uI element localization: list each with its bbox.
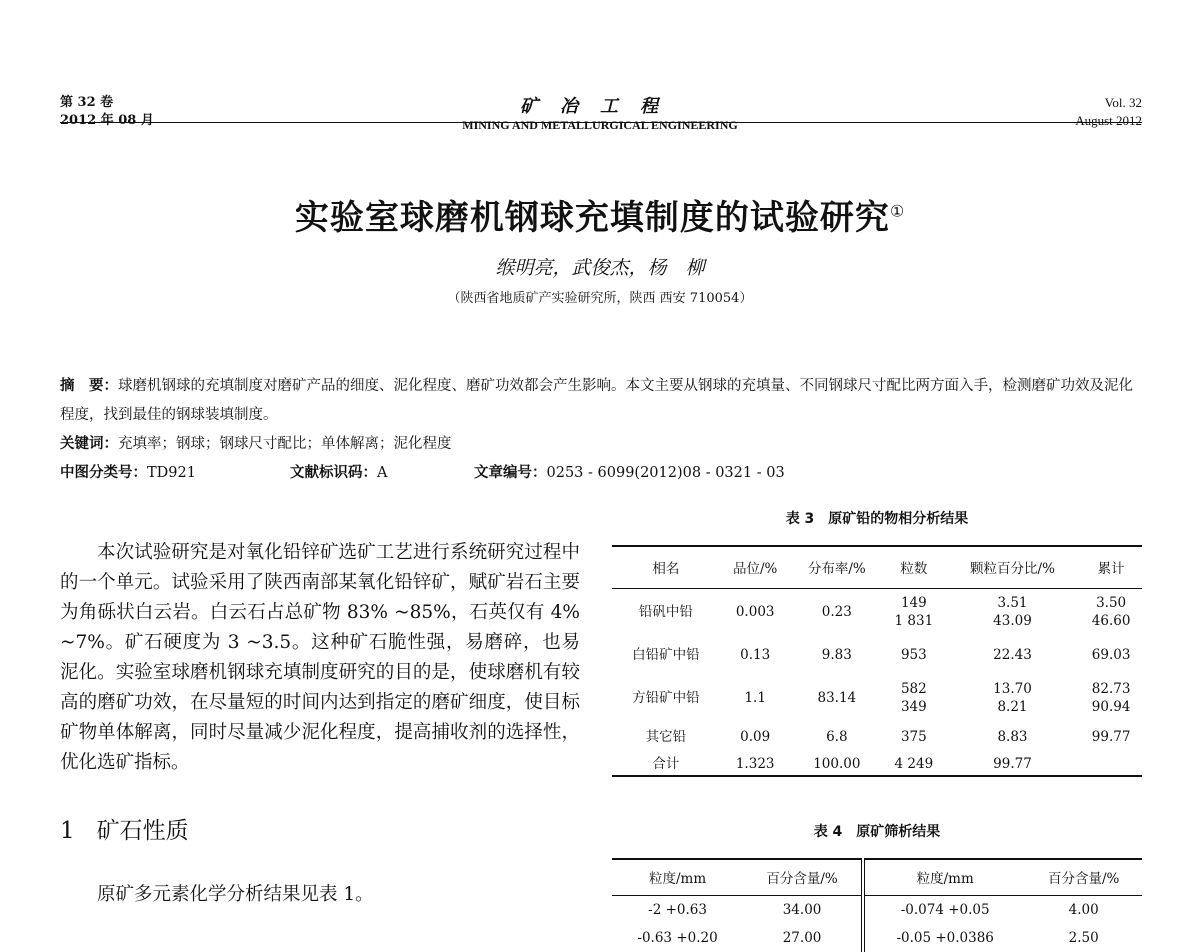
table4-header: 粒度/mm bbox=[863, 859, 1025, 895]
doc-code-value: A bbox=[377, 465, 388, 481]
abstract-text: 球磨机钢球的充填制度对磨矿产品的细度、泥化程度、磨矿功效都会产生影响。本文主要从钢球的充填量、不同钢球尺寸配比两方面入手，检测磨矿功效及泥化程度，找到最佳的钢球装填制度。 bbox=[60, 378, 1133, 423]
count-value: 1 831 bbox=[894, 613, 934, 630]
date-cn: 2012 年 08 月 bbox=[60, 113, 154, 128]
table3-header: 相名 bbox=[652, 561, 680, 578]
intro-paragraph: 本次试验研究是对氧化铅锌矿选矿工艺进行系统研究过程中的一个单元。试验采用了陕西南部某氧化铅锌矿，赋矿岩石主要为角砾状白云岩。白云石占总矿物 83% ~85%，石英仅有 4% ~7%。矿石硬度为 3 ~3.5。这种矿石脆性强，易磨碎，也易泥化。实验室球磨机钢球充填制度研究的目的是，使球磨机有较高的磨矿功效，在尽量短的时间内达到指定的磨矿细度，使目标矿物单体解离，同时尽量减少泥化程度，提高捕收剂的选择性，优化选矿指标。 bbox=[60, 542, 580, 773]
keywords-label: 关键词： bbox=[60, 436, 118, 452]
table4-cell: 34.00 bbox=[782, 901, 822, 918]
table3-header: 品位/% bbox=[732, 561, 778, 578]
table-row bbox=[612, 895, 1142, 924]
article-title bbox=[0, 190, 1200, 239]
count-cell bbox=[883, 752, 945, 776]
doc-code-label: 文献标识码： bbox=[290, 465, 377, 481]
table-row bbox=[612, 636, 1142, 674]
distribution-cell: 83.14 bbox=[817, 690, 857, 706]
cum-value: 90.94 bbox=[1091, 699, 1131, 715]
classification-line bbox=[60, 459, 1142, 488]
abstract-block bbox=[60, 372, 1142, 488]
clc-value: TD921 bbox=[147, 465, 196, 481]
section-title: 矿石性质 bbox=[96, 818, 189, 844]
volume-en: Vol. 32 bbox=[1104, 95, 1142, 110]
table-row bbox=[612, 924, 1142, 952]
table4 bbox=[612, 858, 1142, 952]
pct-cell bbox=[945, 752, 1081, 776]
title-text: 实验室球磨机钢球充填制度的试验研究 bbox=[294, 198, 890, 238]
grade-cell: 0.09 bbox=[740, 729, 771, 745]
grade-cell: 0.003 bbox=[735, 604, 775, 621]
header-right bbox=[1075, 94, 1142, 130]
distribution-cell: 9.83 bbox=[821, 647, 852, 663]
table4-cell: -2 +0.63 bbox=[648, 901, 707, 918]
pct-cell bbox=[945, 588, 1081, 636]
abstract bbox=[60, 372, 1142, 430]
cum-value: 69.03 bbox=[1091, 647, 1131, 663]
grade-cell: 1.1 bbox=[744, 690, 766, 706]
table3-header: 颗粒百分比/% bbox=[970, 561, 1055, 578]
count-value: 375 bbox=[900, 729, 927, 745]
cum-cell bbox=[1080, 588, 1142, 636]
section-heading-1 bbox=[60, 812, 189, 845]
journal-name-cn: 矿冶工程 bbox=[520, 96, 680, 117]
distribution-cell: 6.8 bbox=[826, 729, 848, 745]
grade-cell: 0.13 bbox=[740, 647, 771, 663]
phase-name: 铅矾中铅 bbox=[638, 604, 693, 621]
keywords-text: 充填率；钢球；钢球尺寸配比；单体解离；泥化程度 bbox=[118, 436, 452, 452]
table4-header: 粒度/mm bbox=[648, 871, 707, 888]
header-rule bbox=[60, 122, 1142, 123]
table-row bbox=[612, 752, 1142, 776]
cum-value: 3.50 bbox=[1096, 595, 1127, 612]
table4-caption: 表 4 原矿筛析结果 bbox=[813, 824, 941, 840]
cum-value: 46.60 bbox=[1091, 613, 1131, 630]
table-row bbox=[612, 674, 1142, 722]
affiliation: （陕西省地质矿产实验研究所，陕西 西安 710054） bbox=[447, 291, 753, 306]
clc-label: 中图分类号： bbox=[60, 465, 147, 481]
count-value: 4 249 bbox=[894, 755, 934, 772]
authors: 缑明亮，武俊杰，杨 柳 bbox=[495, 257, 705, 279]
pct-value: 43.09 bbox=[993, 613, 1032, 630]
journal-name-en: MINING AND METALLURGICAL ENGINEERING bbox=[462, 118, 738, 132]
pct-value: 8.83 bbox=[997, 729, 1028, 745]
phase-name: 方铅矿中铅 bbox=[632, 690, 700, 706]
count-value: 149 bbox=[900, 595, 927, 612]
pct-value: 99.77 bbox=[993, 755, 1032, 772]
table4-cell: 2.50 bbox=[1068, 929, 1099, 946]
table-row bbox=[612, 588, 1142, 636]
distribution-cell: 0.23 bbox=[821, 604, 852, 621]
intro-column bbox=[60, 538, 580, 778]
table3-header: 分布率/% bbox=[807, 561, 866, 578]
cum-value: 82.73 bbox=[1091, 681, 1131, 697]
count-value: 349 bbox=[900, 699, 927, 715]
title-footnote-mark: ① bbox=[889, 201, 906, 221]
date-en: August 2012 bbox=[1075, 113, 1142, 128]
cum-cell bbox=[1080, 722, 1142, 752]
section-1-paragraph: 原矿多元素化学分析结果见表 1。 bbox=[97, 884, 374, 905]
table4-header: 百分含量/% bbox=[766, 871, 838, 888]
pct-value: 8.21 bbox=[997, 699, 1028, 715]
cum-cell bbox=[1080, 752, 1142, 776]
count-cell bbox=[883, 722, 945, 752]
pct-value: 3.51 bbox=[997, 595, 1028, 612]
count-value: 582 bbox=[900, 681, 927, 697]
header-center bbox=[0, 92, 1200, 133]
count-cell bbox=[883, 636, 945, 674]
volume-cn: 第 32 卷 bbox=[60, 95, 114, 110]
table4-cell: -0.63 +0.20 bbox=[637, 929, 718, 946]
section-number: 1 bbox=[60, 818, 75, 844]
distribution-cell: 100.00 bbox=[813, 755, 861, 772]
cum-cell bbox=[1080, 674, 1142, 722]
article-no-label: 文章编号： bbox=[474, 465, 547, 481]
table4-header: 百分含量/% bbox=[1048, 871, 1120, 888]
pct-cell bbox=[945, 722, 1081, 752]
table4-cell: 27.00 bbox=[782, 929, 822, 946]
count-cell bbox=[883, 674, 945, 722]
table3-caption: 表 3 原矿铅的物相分析结果 bbox=[785, 511, 969, 527]
cum-cell bbox=[1080, 636, 1142, 674]
count-cell bbox=[883, 588, 945, 636]
pct-value: 22.43 bbox=[993, 647, 1032, 663]
phase-name: 合计 bbox=[652, 755, 680, 772]
table4-cell: -0.074 +0.05 bbox=[863, 895, 1025, 924]
grade-cell: 1.323 bbox=[735, 755, 775, 772]
abstract-label: 摘 要： bbox=[60, 378, 118, 394]
pct-cell bbox=[945, 674, 1081, 722]
table3-header: 累计 bbox=[1097, 561, 1125, 578]
table3 bbox=[612, 545, 1142, 777]
count-value: 953 bbox=[900, 647, 927, 663]
table3-header: 粒数 bbox=[900, 561, 928, 578]
phase-name: 其它铅 bbox=[645, 729, 687, 745]
keywords bbox=[60, 430, 1142, 459]
pct-cell bbox=[945, 636, 1081, 674]
table4-cell: -0.05 +0.0386 bbox=[863, 924, 1025, 952]
cum-value: 99.77 bbox=[1091, 729, 1131, 745]
article-no-value: 0253 - 6099(2012)08 - 0321 - 03 bbox=[546, 465, 785, 481]
table4-cell: 4.00 bbox=[1068, 901, 1099, 918]
pct-value: 13.70 bbox=[993, 681, 1032, 697]
phase-name: 白铅矿中铅 bbox=[632, 647, 700, 663]
table-row bbox=[612, 722, 1142, 752]
